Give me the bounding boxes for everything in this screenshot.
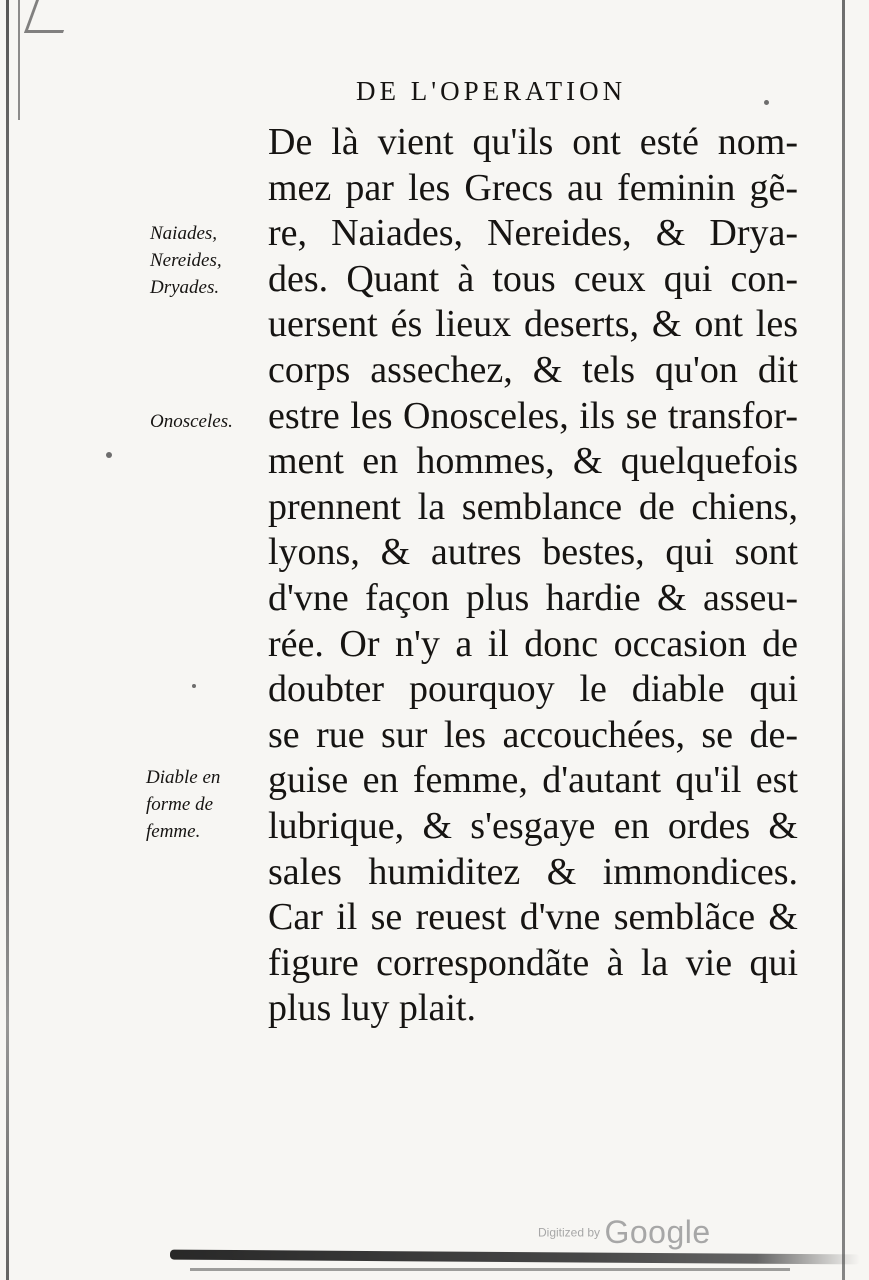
google-logo: Google	[604, 1214, 711, 1250]
text-line: prennent la semblance de chiens,	[268, 485, 798, 528]
digitized-watermark	[538, 1214, 711, 1251]
text-line: d'vne façon plus hardie & asseu-	[268, 576, 798, 619]
text-line: sales humiditez & immondices.	[268, 850, 798, 893]
margin-note-line: Diable en	[146, 767, 221, 788]
text-line: estre les Onosceles, ils se transfor-	[268, 394, 798, 437]
scan-edge-left-mark	[18, 0, 20, 120]
margin-note-line: femme.	[146, 821, 201, 842]
scan-edge-right	[842, 0, 845, 1280]
text-line: ment en hommes, & quelquefois	[268, 440, 798, 483]
text-line: rée. Or n'y a il donc occasion de	[268, 622, 798, 665]
text-line: se rue sur les accouchées, se de-	[268, 713, 798, 756]
text-line-last: plus luy plait.	[268, 987, 476, 1030]
text-line: corps assechez, & tels qu'on dit	[268, 348, 798, 391]
text-line: des. Quant à tous ceux qui con-	[268, 257, 798, 300]
text-line: De là vient qu'ils ont esté nom-	[268, 121, 798, 163]
watermark-prefix: Digitized by	[538, 1225, 601, 1240]
margin-note-line: Naiades,	[150, 223, 218, 244]
running-head: DE L'OPERATION	[356, 76, 627, 106]
margin-note-onosceles	[150, 408, 233, 435]
margin-note-line: Nereides,	[150, 250, 222, 271]
ink-speck	[192, 684, 196, 688]
text-line: figure correspondãte à la vie qui	[268, 941, 798, 984]
margin-note-line: forme de	[146, 794, 214, 815]
text-line: mez par les Grecs au feminin gẽ-	[268, 166, 798, 209]
ink-speck	[764, 100, 769, 105]
margin-note-line: Onosceles.	[150, 411, 233, 432]
text-line: lyons, & autres bestes, qui sont	[268, 531, 798, 574]
scan-corner-mark	[24, 0, 75, 33]
margin-note-line: Dryades.	[150, 277, 220, 298]
body-text	[268, 120, 798, 1032]
text-line: lubrique, & s'esgaye en ordes &	[268, 804, 798, 847]
text-line: Car il se reuest d'vne semblãce &	[268, 896, 798, 939]
scan-edge-left	[6, 0, 9, 1280]
margin-note-naiades	[150, 220, 222, 301]
scan-bottom-streak	[170, 1250, 860, 1265]
ink-speck	[106, 452, 112, 458]
text-line: re, Naiades, Nereides, & Drya-	[268, 212, 798, 255]
text-line: doubter pourquoy le diable qui	[268, 668, 798, 711]
text-line: guise en femme, d'autant qu'il est	[268, 759, 798, 802]
text-line: uersent és lieux deserts, & ont les	[268, 303, 798, 346]
margin-note-diable	[146, 764, 220, 845]
scan-bottom-streak-thin	[190, 1268, 790, 1271]
